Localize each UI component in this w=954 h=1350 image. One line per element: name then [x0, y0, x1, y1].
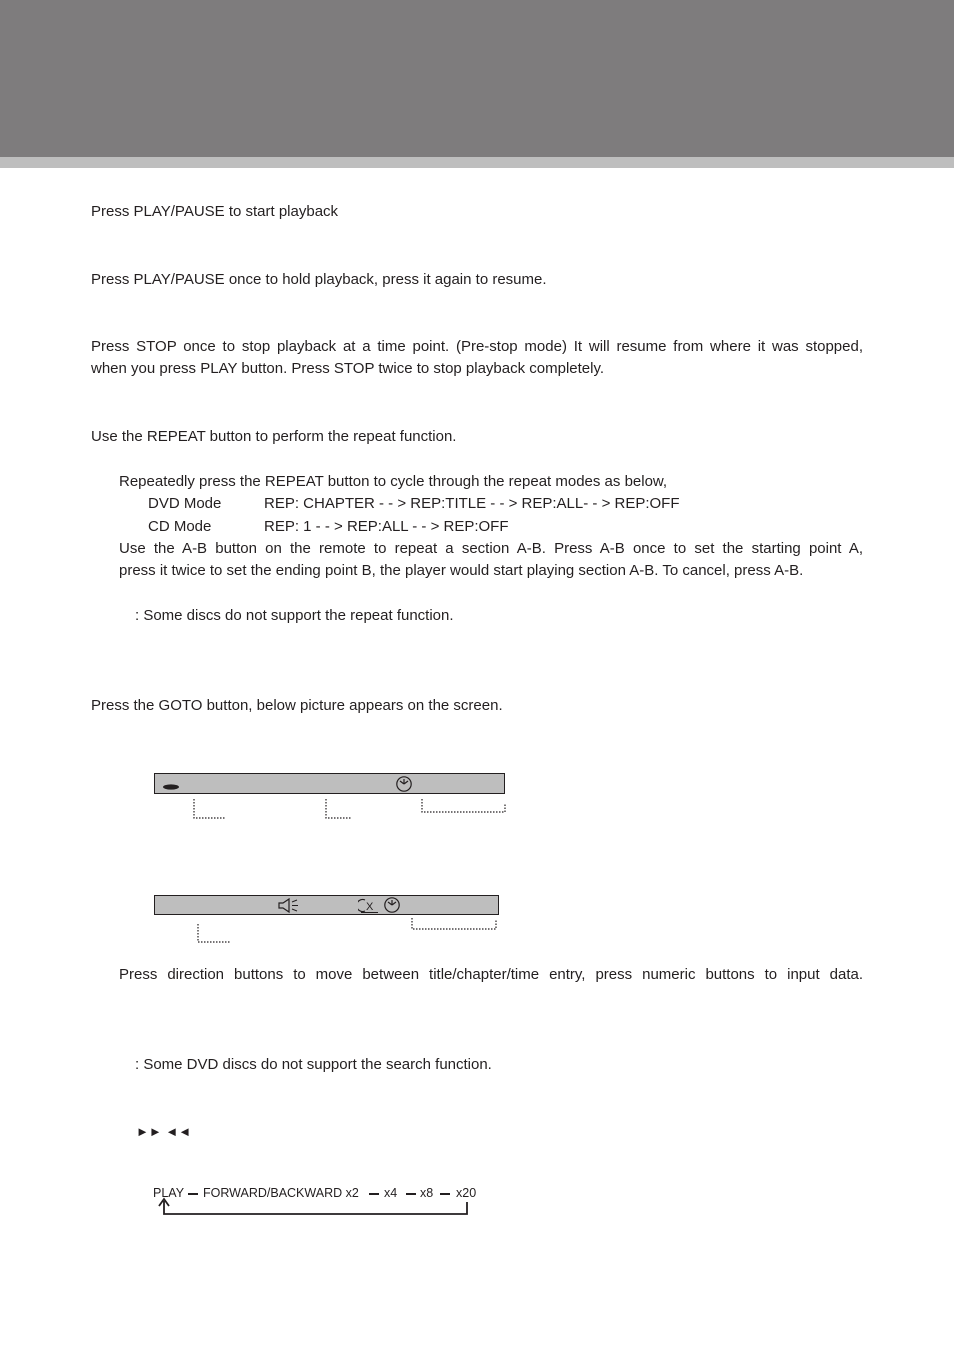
- goto-intro: Press the GOTO button, below picture appears on the screen.: [91, 697, 503, 714]
- speaker-icon: [276, 897, 302, 914]
- fast-forward-rewind-icon: ►► ◄◄: [136, 1124, 192, 1139]
- stop-instruction-line2: when you press PLAY button. Press STOP twice to stop playback completely.: [91, 360, 605, 377]
- ab-repeat-line1: Use the A-B button on the remote to repeat a section A-B. Press A-B once to set the starting point A,: [119, 540, 863, 557]
- stop-instruction-line1: Press STOP once to stop playback at a time point. (Pre-stop mode) It will resume from where it was stopped,: [91, 338, 863, 355]
- disc-icon: [162, 783, 182, 791]
- dvd-mode-sequence: REP: CHAPTER - - > REP:TITLE - - > REP:ALL- - > REP:OFF: [264, 495, 680, 512]
- cd-osd-leader-lines: [150, 916, 510, 946]
- scan-connector: [369, 1193, 379, 1195]
- scan-x4: x4: [384, 1186, 398, 1200]
- dvd-osd-leader-lines: [150, 797, 515, 823]
- clock-icon: [383, 896, 401, 914]
- cd-goto-osd-bar: [154, 895, 499, 915]
- scan-return-arrow: [150, 1196, 480, 1220]
- goto-direction-instruction: Press direction buttons to move between title/chapter/time entry, press numeric buttons to input data.: [119, 966, 863, 983]
- repeat-intro: Use the REPEAT button to perform the repeat function.: [91, 428, 457, 445]
- svg-text:X: X: [366, 901, 374, 913]
- cd-mode-label: CD Mode: [148, 518, 212, 535]
- scan-connector: [188, 1193, 198, 1195]
- repeat-note: : Some discs do not support the repeat function.: [135, 607, 454, 624]
- scan-connector: [406, 1193, 416, 1195]
- scan-connector: [440, 1193, 450, 1195]
- pause-instruction: Press PLAY/PAUSE once to hold playback, press it again to resume.: [91, 271, 547, 288]
- ab-repeat-line2: press it twice to set the ending point B, the player would start playing section A-B. To cancel, press A-B.: [119, 562, 804, 579]
- cd-mode-sequence: REP: 1 - - > REP:ALL - - > REP:OFF: [264, 518, 509, 535]
- scan-x20: x20: [456, 1186, 477, 1200]
- play-instruction: Press PLAY/PAUSE to start playback: [91, 203, 339, 220]
- scan-x8: x8: [420, 1186, 434, 1200]
- dvd-goto-osd-bar: [154, 773, 505, 794]
- goto-note: : Some DVD discs do not support the search function.: [135, 1056, 492, 1073]
- scan-forward-backward-x2: FORWARD/BACKWARD x2: [203, 1186, 359, 1200]
- clock-icon: [395, 775, 413, 793]
- dvd-mode-label: DVD Mode: [148, 495, 222, 512]
- subtitle-icon: [358, 897, 380, 914]
- header-strip: [0, 157, 954, 168]
- repeat-cycle: Repeatedly press the REPEAT button to cycle through the repeat modes as below,: [119, 473, 668, 490]
- scan-play-label: PLAY: [153, 1186, 185, 1200]
- header-band: [0, 0, 954, 157]
